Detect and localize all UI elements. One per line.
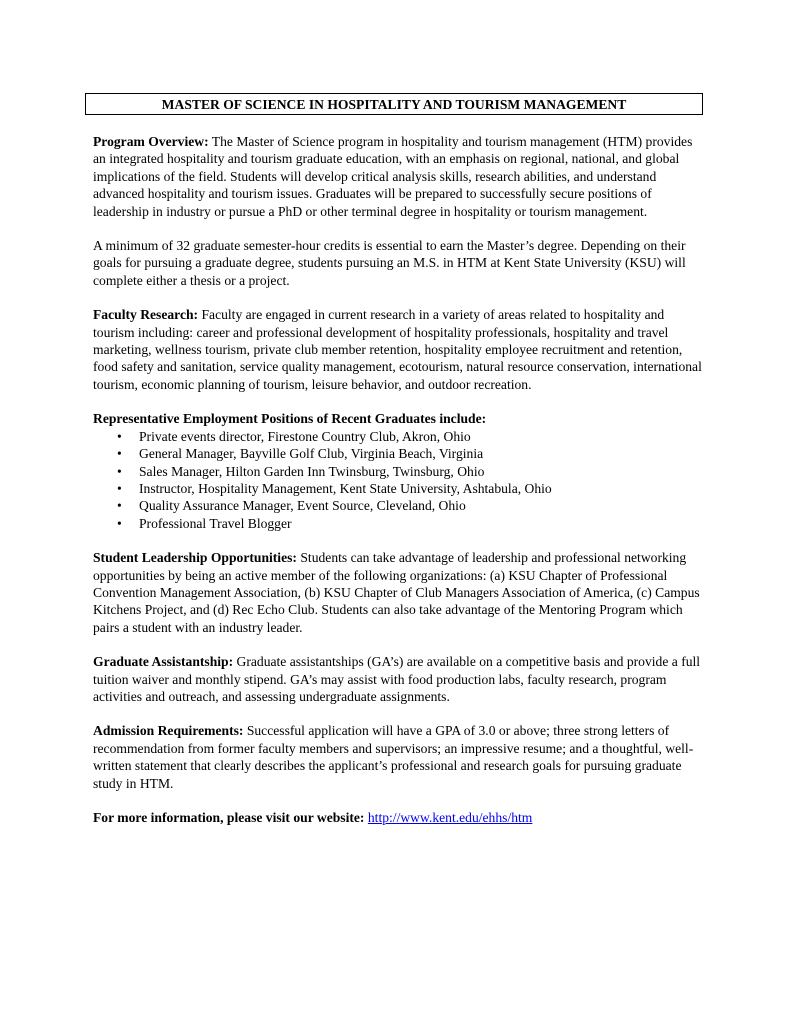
graduate-assistantship-text: Graduate assistantships (GA’s) are available on a competitive basis and provide a full tuition waiver and monthly stipend. GA’s may assist with food production labs, faculty research, program activities and outreach, and assessing undergraduate assignments. [93,654,701,704]
student-leadership-paragraph [93,549,705,636]
bullet-icon: • [117,515,122,531]
program-overview-label: Program Overview: [93,134,209,149]
graduate-assistantship-paragraph [93,653,705,705]
student-leadership-text: Students can take advantage of leadership and professional networking opportunities by being an active member of the following organizations: (a) KSU Chapter of Professional Convention Management Association, (b) KSU Chapter of Club Managers Association of America, (c) Campus Kitchens Project, and (d) Rec Echo Club. Students can also take advantage of the Mentoring Program which pairs a student with an industry leader. [93,550,700,635]
list-item: • Quality Assurance Manager, Event Source, Cleveland, Ohio [117,498,466,514]
document-page [93,93,705,826]
program-overview-text: The Master of Science program in hospitality and tourism management (HTM) provides an integrated hospitality and tourism graduate education, with an emphasis on regional, national, and global implications of the field. Students will develop critical analysis skills, research abilities, and understand advanced hospitality and tourism issues. Graduates will be prepared to successfully secure positions of leadership in industry or pursue a PhD or other terminal degree in hospitality or tourism management. [93,134,693,219]
bullet-icon: • [117,480,122,496]
employment-heading: Representative Employment Positions of Recent Graduates include: [93,411,487,427]
graduate-assistantship-label: Graduate Assistantship: [93,654,234,670]
bullet-icon: • [117,428,122,444]
more-info-label: For more information, please visit our website: [93,810,365,825]
list-item: • General Manager, Bayville Golf Club, Virginia Beach, Virginia [117,446,484,462]
admission-requirements-paragraph [93,722,705,792]
student-leadership-label: Student Leadership Opportunities: [93,550,297,566]
program-overview-paragraph [93,133,705,220]
credits-paragraph: A minimum of 32 graduate semester-hour credits is essential to earn the Master’s degree. Depending on their goals for pursuing a graduate degree, students pursuing an M.S. in HTM at Kent State University (KSU) will complete either a thesis or a project. [93,238,686,288]
faculty-research-paragraph [93,306,705,393]
list-item: • Professional Travel Blogger [117,515,292,531]
faculty-research-label: Faculty Research: [93,307,199,323]
bullet-icon: • [117,498,122,514]
faculty-research-text: Faculty are engaged in current research in a variety of areas related to hospitality and tourism including: career and professional development of hospitality professionals, hospitality and travel marketing, wellness tourism, private club member retention, hospitality employee recruitment and retention, food safety and sanitation, service quality management, ecotourism, natural resource conservation, international tourism, economic planning of tourism, leisure behavior, and outdoor recreation. [93,307,702,392]
bullet-icon: • [117,463,122,479]
list-item: • Sales Manager, Hilton Garden Inn Twinsburg, Twinsburg, Ohio [117,463,485,479]
website-link[interactable]: http://www.kent.edu/ehhs/htm [367,810,533,825]
admission-requirements-label: Admission Requirements: [93,723,244,739]
more-info-paragraph [93,809,705,826]
list-item: • Instructor, Hospitality Management, Kent State University, Ashtabula, Ohio [117,480,552,496]
list-item: • Private events director, Firestone Country Club, Akron, Ohio [117,428,471,444]
admission-requirements-text: Successful application will have a GPA of 3.0 or above; three strong letters of recommendation from former faculty members and supervisors; an impressive resume; and a thoughtful, well-written statement that clearly describes the applicant’s professional and research goals for pursuing graduate study in HTM. [93,723,694,791]
bullet-icon: • [117,446,122,462]
employment-list [93,428,705,532]
page-title: MASTER OF SCIENCE IN HOSPITALITY AND TOURISM MANAGEMENT [85,93,703,115]
